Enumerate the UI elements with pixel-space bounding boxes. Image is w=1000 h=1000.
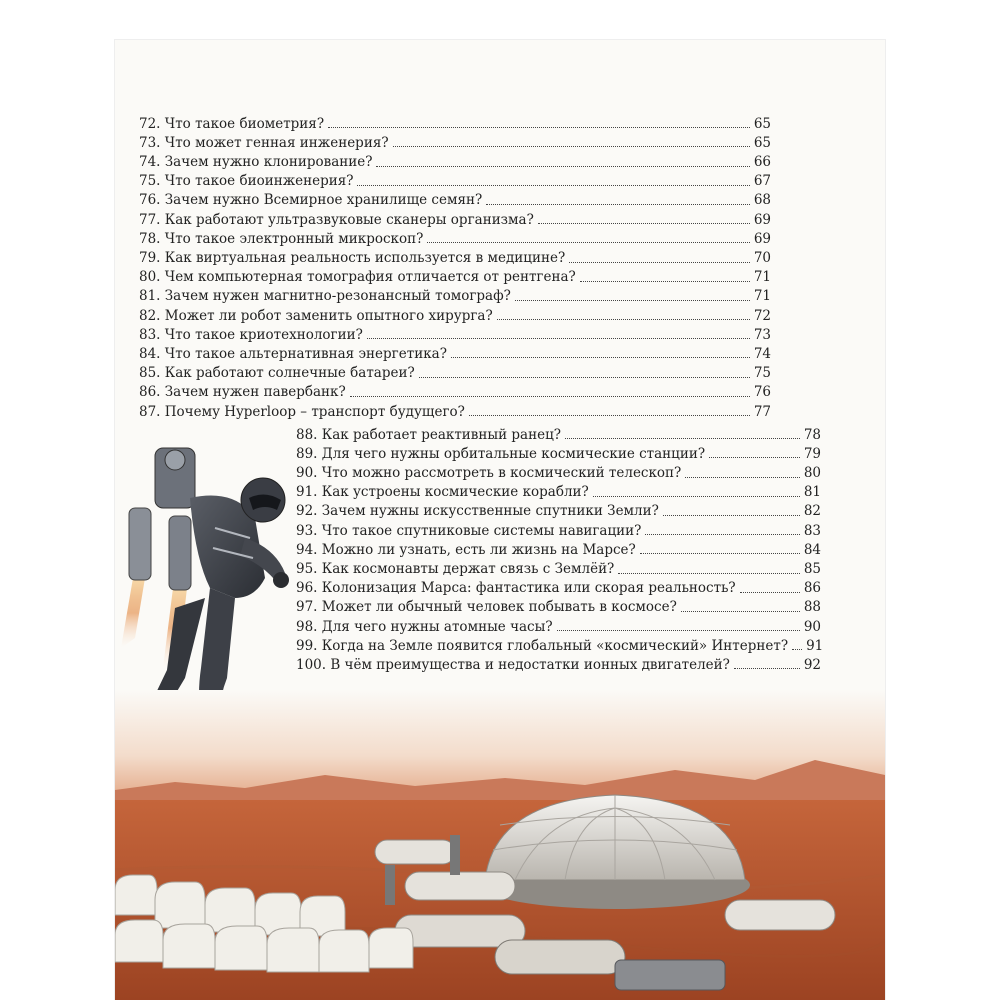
toc-entry-page: 71	[753, 288, 771, 305]
toc-entry	[139, 189, 771, 208]
toc-entry	[139, 170, 771, 189]
toc-entry	[139, 323, 771, 342]
toc-dot-leader	[427, 242, 749, 243]
toc-entry-page: 77	[753, 403, 771, 420]
toc-entry	[139, 266, 771, 285]
toc-dot-leader	[663, 515, 800, 516]
toc-dot-leader	[734, 668, 800, 669]
toc-entry-page: 85	[803, 561, 821, 577]
toc-entry-title: 93. Что такое спутниковые системы навигации?	[296, 522, 642, 539]
toc-entry-title: 76. Зачем нужно Всемирное хранилище семян?	[139, 192, 483, 209]
toc-entry	[296, 538, 821, 557]
toc-entry-title: 74. Зачем нужно клонирование?	[139, 154, 373, 171]
toc-dot-leader	[451, 357, 750, 358]
toc-entry	[296, 461, 821, 480]
toc-entry-page: 73	[753, 326, 771, 343]
toc-entry-page: 69	[753, 211, 771, 228]
toc-entry-page: 69	[753, 230, 771, 247]
toc-dot-leader	[357, 185, 749, 186]
toc-entry-page: 80	[803, 465, 821, 482]
toc-entry	[296, 481, 821, 500]
toc-dot-leader	[565, 438, 800, 439]
toc-entry-title: 83. Что такое криотехнологии?	[139, 326, 363, 343]
toc-entry-title: 79. Как виртуальная реальность используется в медицине?	[139, 250, 566, 266]
toc-dot-leader	[685, 477, 800, 478]
toc-entry	[296, 423, 821, 442]
toc-dot-leader	[681, 611, 800, 612]
toc-entry-title: 73. Что может генная инженерия?	[139, 134, 389, 151]
toc-entry-title: 97. Может ли обычный человек побывать в космосе?	[296, 599, 677, 616]
toc-dot-leader	[580, 281, 750, 282]
toc-entry	[296, 557, 821, 576]
toc-entry-page: 68	[753, 192, 771, 209]
toc-entry-page: 74	[753, 345, 771, 362]
toc-dot-leader	[497, 319, 750, 320]
toc-dot-leader	[569, 262, 750, 263]
toc-entry-title: 91. Как устроены космические корабли?	[296, 484, 589, 501]
book-page	[115, 40, 885, 1000]
toc-dot-leader	[419, 377, 750, 378]
toc-dot-leader	[486, 204, 750, 205]
toc-dot-leader	[469, 415, 750, 416]
toc-entry-page: 91	[806, 637, 824, 654]
toc-entry-page: 79	[803, 445, 821, 462]
toc-entry-page: 83	[803, 522, 821, 539]
toc-entry-page: 67	[753, 173, 771, 190]
toc-entry-title: 88. Как работает реактивный ранец?	[296, 426, 562, 443]
toc-entry-page: 75	[753, 365, 771, 382]
toc-entry-title: 75. Что такое биоинженерия?	[139, 173, 354, 190]
toc-dot-leader	[640, 553, 800, 554]
toc-dot-leader	[593, 496, 800, 497]
toc-entry	[139, 361, 771, 380]
toc-entry-page: 88	[803, 599, 821, 616]
toc-entry-title: 87. Почему Hyperloop – транспорт будущего?	[139, 403, 465, 420]
toc-entry-page: 65	[753, 115, 771, 132]
toc-entry	[296, 615, 821, 634]
toc-list-lower	[296, 423, 824, 673]
toc-entry	[139, 304, 771, 323]
toc-dot-leader	[350, 396, 750, 397]
toc-dot-leader	[792, 649, 802, 650]
toc-dot-leader	[645, 534, 799, 535]
toc-entry-title: 84. Что такое альтернативная энергетика?	[139, 345, 447, 362]
toc-dot-leader	[393, 146, 750, 147]
toc-entry	[296, 653, 821, 672]
toc-dot-leader	[376, 166, 749, 167]
toc-entry-title: 78. Что такое электронный микроскоп?	[139, 230, 424, 247]
toc-dot-leader	[557, 630, 800, 631]
toc-entry	[139, 208, 771, 227]
toc-entry-title: 96. Колонизация Марса: фантастика или скорая реальность?	[296, 580, 736, 597]
toc-dot-leader	[328, 127, 750, 128]
toc-entry-page: 70	[753, 250, 771, 266]
toc-dot-leader	[740, 592, 800, 593]
toc-entry	[296, 596, 821, 615]
toc-entry	[139, 285, 771, 304]
toc-entry-title: 94. Можно ли узнать, есть ли жизнь на Марсе?	[296, 541, 636, 558]
toc-entry-page: 66	[753, 154, 771, 171]
toc-entry-title: 95. Как космонавты держат связь с Землёй?	[296, 561, 615, 577]
toc-entry	[296, 577, 821, 596]
toc-entry	[139, 246, 771, 265]
toc-entry	[139, 112, 771, 131]
toc-entry	[296, 442, 821, 461]
toc-entry-title: 99. Когда на Земле появится глобальный «космический» Интернет?	[296, 637, 789, 654]
toc-entry-title: 92. Зачем нужны искусственные спутники Земли?	[296, 503, 659, 520]
toc-dot-leader	[618, 573, 800, 574]
toc-entry	[296, 500, 821, 519]
toc-entry-page: 84	[803, 541, 821, 558]
toc-dot-leader	[538, 223, 750, 224]
toc-entry-page: 81	[803, 484, 821, 501]
toc-entry	[139, 227, 771, 246]
toc-entry	[296, 634, 824, 654]
toc-entry-page: 76	[753, 384, 771, 401]
toc-entry-title: 90. Что можно рассмотреть в космический телескоп?	[296, 465, 682, 482]
toc-entry-title: 89. Для чего нужны орбитальные космические станции?	[296, 445, 706, 462]
toc-entry	[139, 342, 771, 361]
toc-entry-page: 90	[803, 618, 821, 635]
toc-entry-title: 82. Может ли робот заменить опытного хирурга?	[139, 307, 493, 324]
toc-entry-title: 86. Зачем нужен павербанк?	[139, 384, 346, 401]
toc-entry-page: 78	[803, 426, 821, 443]
toc-entry-page: 82	[803, 503, 821, 520]
toc-entry-title: 100. В чём преимущества и недостатки ионных двигателей?	[296, 656, 730, 673]
toc-entry	[139, 400, 771, 419]
toc-dot-leader	[367, 338, 750, 339]
toc-entry-page: 72	[753, 307, 771, 324]
mars-colony-image	[115, 690, 885, 1000]
toc-entry	[139, 131, 771, 150]
toc-entry-page: 71	[753, 269, 771, 286]
toc-entry-title: 80. Чем компьютерная томография отличается от рентгена?	[139, 269, 576, 286]
toc-entry-page: 92	[803, 656, 821, 673]
toc-entry-title: 85. Как работают солнечные батареи?	[139, 365, 415, 382]
toc-list-upper	[139, 112, 771, 419]
toc-entry-title: 72. Что такое биометрия?	[139, 115, 325, 132]
toc-entry	[296, 519, 821, 538]
toc-dot-leader	[515, 300, 750, 301]
toc-dot-leader	[709, 457, 800, 458]
toc-entry	[139, 381, 771, 400]
toc-entry-page: 86	[803, 580, 821, 597]
toc-entry-title: 77. Как работают ультразвуковые сканеры организма?	[139, 211, 534, 228]
toc-entry-title: 81. Зачем нужен магнитно-резонансный томограф?	[139, 288, 511, 305]
toc-entry	[139, 150, 771, 169]
toc-entry-page: 65	[753, 134, 771, 151]
toc-entry-title: 98. Для чего нужны атомные часы?	[296, 618, 553, 635]
